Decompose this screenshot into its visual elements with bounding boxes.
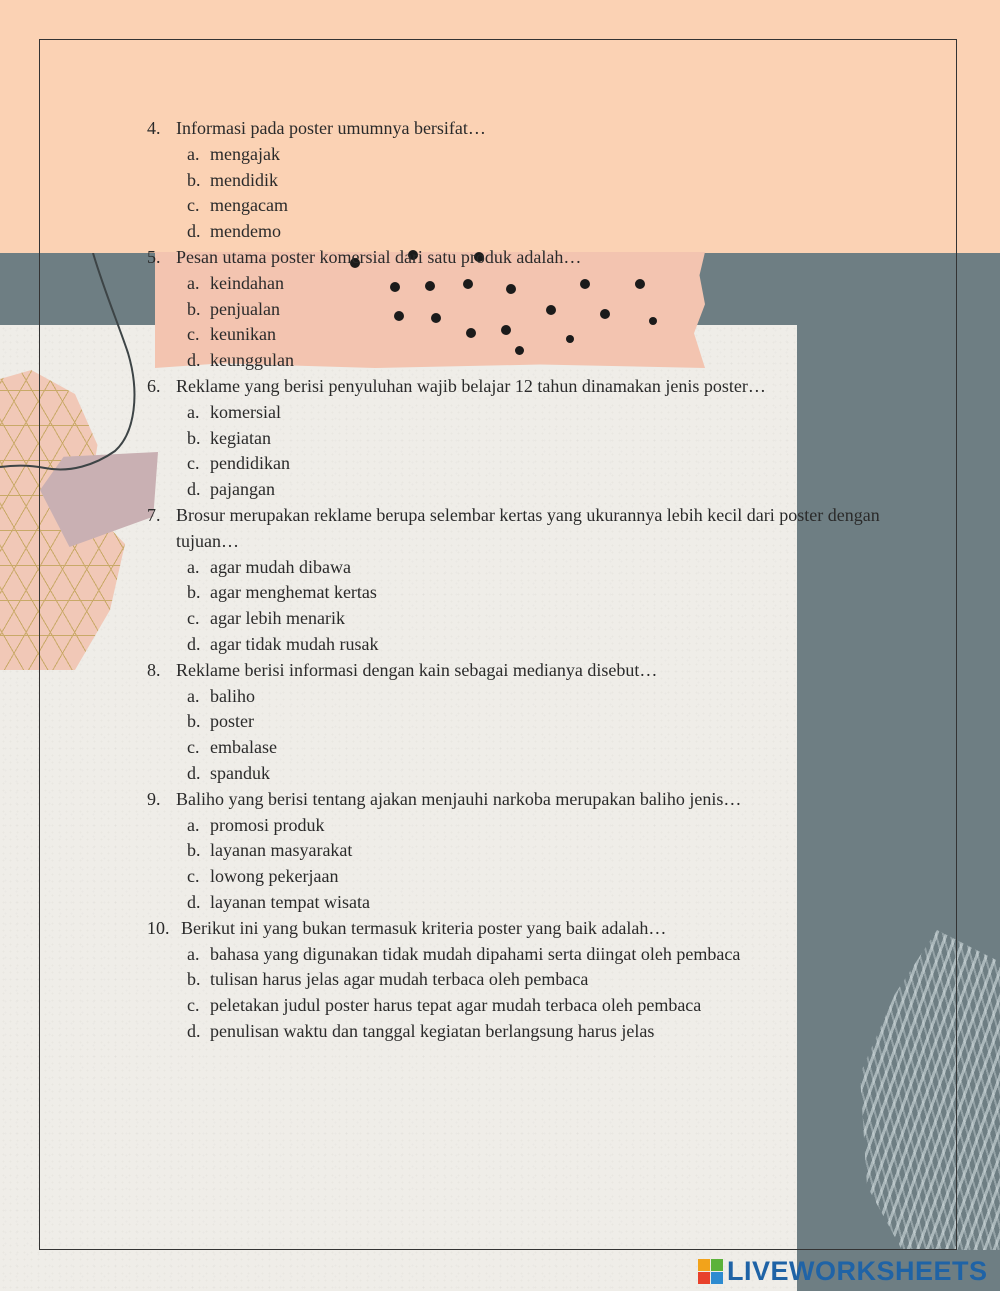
option-letter: b. (187, 969, 201, 990)
question-text: Brosur merupakan reklame berupa selembar kertas yang ukurannya lebih kecil dari poster dengan tujuan… (176, 504, 880, 551)
question-list (147, 116, 937, 1045)
watermark-text: LIVEWORKSHEETS (727, 1255, 988, 1286)
option-letter: c. (187, 453, 200, 474)
answer-option[interactable] (147, 606, 937, 632)
option-text: keindahan (210, 272, 284, 293)
option-letter: b. (187, 711, 201, 732)
option-text: layanan masyarakat (210, 840, 353, 861)
question-number: 7. (147, 504, 161, 525)
answer-option[interactable] (147, 709, 937, 735)
option-text: bahasa yang digunakan tidak mudah dipahami serta diingat oleh pembaca (210, 943, 741, 964)
answer-option[interactable] (147, 838, 937, 864)
option-letter: b. (187, 169, 201, 190)
question-6 (147, 374, 937, 503)
option-letter: c. (187, 995, 200, 1016)
question-stem (147, 787, 937, 813)
liveworksheets-logo-icon (698, 1259, 723, 1284)
option-text: agar lebih menarik (210, 608, 345, 629)
option-text: mendidik (210, 169, 278, 190)
option-letter: a. (187, 814, 200, 835)
answer-option[interactable] (147, 761, 937, 787)
option-text: agar menghemat kertas (210, 582, 377, 603)
answer-option[interactable] (147, 967, 937, 993)
answer-option[interactable] (147, 632, 937, 658)
answer-option[interactable] (147, 890, 937, 916)
answer-option[interactable] (147, 555, 937, 581)
question-number: 8. (147, 659, 161, 680)
answer-option[interactable] (147, 735, 937, 761)
question-stem (147, 658, 937, 684)
question-10 (147, 916, 937, 1045)
question-stem (147, 116, 937, 142)
answer-option[interactable] (147, 864, 937, 890)
answer-option[interactable] (147, 168, 937, 194)
question-text: Informasi pada poster umumnya bersifat… (176, 118, 486, 138)
question-text: Baliho yang berisi tentang ajakan menjauhi narkoba merupakan baliho jenis… (176, 788, 742, 809)
answer-option[interactable] (147, 477, 937, 503)
option-text: promosi produk (210, 814, 325, 835)
option-text: tulisan harus jelas agar mudah terbaca oleh pembaca (210, 969, 589, 990)
option-text: keunggulan (210, 350, 294, 371)
option-text: keunikan (210, 324, 276, 345)
option-letter: c. (187, 866, 200, 887)
question-number: 9. (147, 788, 161, 809)
option-letter: d. (187, 891, 201, 912)
question-number: 10. (147, 917, 170, 938)
question-number: 4. (147, 118, 161, 138)
question-stem (147, 374, 937, 400)
option-letter: d. (187, 479, 201, 500)
answer-option[interactable] (147, 1019, 937, 1045)
option-text: kegiatan (210, 427, 271, 448)
question-5 (147, 245, 937, 374)
option-letter: b. (187, 840, 201, 861)
question-text: Pesan utama poster komersial dari satu produk adalah… (176, 246, 582, 267)
option-letter: a. (187, 556, 200, 577)
question-text: Reklame yang berisi penyuluhan wajib belajar 12 tahun dinamakan jenis poster… (176, 375, 766, 396)
answer-option[interactable] (147, 400, 937, 426)
option-text: penulisan waktu dan tanggal kegiatan berlangsung harus jelas (210, 1020, 655, 1041)
option-text: lowong pekerjaan (210, 866, 339, 887)
option-text: mengajak (210, 143, 280, 164)
option-letter: a. (187, 401, 200, 422)
option-letter: c. (187, 737, 200, 758)
option-text: mendemo (210, 221, 281, 242)
answer-option[interactable] (147, 813, 937, 839)
answer-option[interactable] (147, 580, 937, 606)
answer-option[interactable] (147, 993, 937, 1019)
question-stem (147, 245, 937, 271)
liveworksheets-watermark (698, 1255, 988, 1287)
option-letter: c. (187, 324, 200, 345)
option-text: mengacam (210, 195, 288, 216)
option-letter: a. (187, 685, 200, 706)
option-text: peletakan judul poster harus tepat agar mudah terbaca oleh pembaca (210, 995, 702, 1016)
answer-option[interactable] (147, 426, 937, 452)
option-letter: a. (187, 143, 200, 164)
question-stem (147, 503, 937, 555)
question-text: Berikut ini yang bukan termasuk kriteria poster yang baik adalah… (181, 917, 667, 938)
question-4 (147, 116, 937, 245)
option-text: pendidikan (210, 453, 290, 474)
option-letter: a. (187, 943, 200, 964)
option-letter: b. (187, 582, 201, 603)
option-text: spanduk (210, 762, 270, 783)
option-letter: c. (187, 195, 200, 216)
question-stem (147, 916, 937, 942)
option-text: komersial (210, 401, 281, 422)
answer-option[interactable] (147, 348, 937, 374)
answer-option[interactable] (147, 271, 937, 297)
option-letter: b. (187, 298, 201, 319)
option-letter: c. (187, 608, 200, 629)
option-letter: b. (187, 427, 201, 448)
option-text: penjualan (210, 298, 280, 319)
option-text: layanan tempat wisata (210, 891, 370, 912)
option-text: pajangan (210, 479, 275, 500)
answer-option[interactable] (147, 451, 937, 477)
option-letter: d. (187, 762, 201, 783)
question-9 (147, 787, 937, 916)
answer-option[interactable] (147, 942, 937, 968)
option-text: agar tidak mudah rusak (210, 633, 379, 654)
question-8 (147, 658, 937, 787)
question-text: Reklame berisi informasi dengan kain sebagai medianya disebut… (176, 659, 658, 680)
answer-option[interactable] (147, 219, 937, 245)
answer-option[interactable] (147, 297, 937, 323)
answer-option[interactable] (147, 684, 937, 710)
option-letter: d. (187, 1020, 201, 1041)
option-letter: d. (187, 633, 201, 654)
option-text: embalase (210, 737, 277, 758)
question-7 (147, 503, 937, 658)
question-number: 5. (147, 246, 161, 267)
option-text: poster (210, 711, 254, 732)
option-letter: a. (187, 272, 200, 293)
question-number: 6. (147, 375, 161, 396)
answer-option[interactable] (147, 193, 937, 219)
option-text: baliho (210, 685, 255, 706)
answer-option[interactable] (147, 142, 937, 168)
option-text: agar mudah dibawa (210, 556, 351, 577)
option-letter: d. (187, 350, 201, 371)
option-letter: d. (187, 221, 201, 242)
answer-option[interactable] (147, 322, 937, 348)
